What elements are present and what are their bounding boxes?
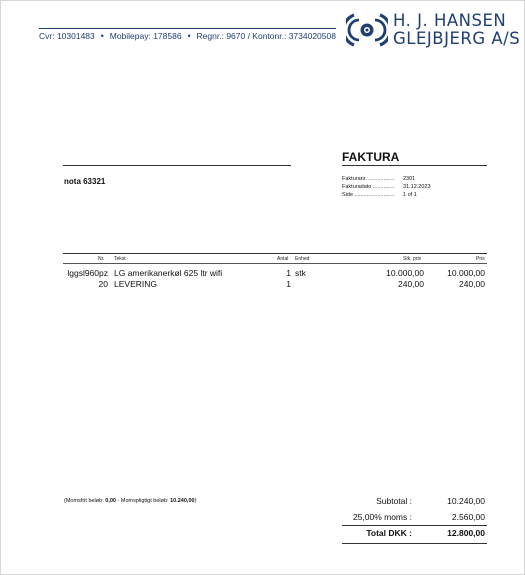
- table-header-bottom-rule: [63, 263, 487, 264]
- vat-breakdown-note: [64, 498, 196, 504]
- recipient-divider: [63, 165, 291, 166]
- row1-enhed: stk: [295, 268, 306, 278]
- company-logo: [346, 11, 521, 48]
- total-value: 12.800,00: [447, 528, 485, 538]
- company-name: [393, 12, 520, 48]
- company-info-bar: [39, 28, 336, 41]
- momsfrit-label: (Momsfrit beløb:: [64, 498, 106, 504]
- totals-divider: [342, 525, 487, 526]
- column-header-tekst: Tekst: [114, 256, 126, 262]
- row1-tekst: LG amerikanerkøl 625 ltr wifi: [114, 268, 223, 278]
- row1-nr: lggsl960pz: [67, 268, 108, 278]
- document-title: FAKTURA: [342, 150, 400, 164]
- row2-stk-pris: 240,00: [398, 279, 424, 289]
- title-divider: [342, 165, 487, 166]
- vat-value: 2.560,00: [451, 512, 485, 522]
- bank-account: Regnr.: 9670 / Kontonr.: 3734020508: [196, 31, 336, 41]
- momspligtigt-value: 10.240,00: [170, 498, 195, 504]
- subtotal-value: 10.240,00: [447, 496, 485, 506]
- column-header-pris: Pris: [476, 256, 485, 262]
- column-header-antal: Antal: [277, 256, 289, 262]
- row1-stk-pris: 10.000,00: [386, 268, 424, 278]
- subtotal-label: Subtotal :: [376, 496, 412, 506]
- invoice-meta: [342, 175, 431, 199]
- momspligtigt-label: - Momspligtigt beløb:: [115, 498, 171, 504]
- vat-label: 25,00% moms :: [352, 512, 412, 522]
- meta-label: Side ..........................: [342, 192, 395, 198]
- meta-value: 2301: [403, 176, 416, 182]
- meta-value: 1 of 1: [403, 192, 417, 198]
- note-close: ): [194, 498, 197, 504]
- meta-label: Fakturanr. .................: [342, 176, 395, 182]
- company-name-line1: H. J. HANSEN: [393, 11, 507, 30]
- meta-value: 31.12.2023: [403, 184, 431, 190]
- nota-number: nota 63321: [64, 177, 106, 186]
- meta-row-invoice-number: [342, 175, 431, 183]
- column-header-enhed: Enhed: [295, 256, 310, 262]
- momsfrit-value: 0,00: [105, 498, 116, 504]
- row2-pris: 240,00: [459, 279, 485, 289]
- column-header-stk-pris: Stk. pris: [403, 256, 422, 262]
- logo-mark-icon: [346, 12, 388, 48]
- company-name-line2: GLEJBJERG A/S: [393, 29, 521, 48]
- separator-dot: •: [187, 31, 191, 41]
- row2-antal: 1: [286, 279, 291, 289]
- row1-antal: 1: [286, 268, 291, 278]
- mobilepay-number: Mobilepay: 178586: [109, 31, 182, 41]
- table-header-top-rule: [63, 253, 487, 254]
- column-header-nr: Nr.: [98, 256, 105, 262]
- cvr-number: Cvr: 10301483: [39, 31, 95, 41]
- separator-dot: •: [100, 31, 104, 41]
- row2-tekst: LEVERING: [114, 279, 157, 289]
- meta-label: Fakturadato ..............: [342, 184, 395, 190]
- row1-pris: 10.000,00: [447, 268, 485, 278]
- total-underline: [342, 543, 487, 544]
- total-label: Total DKK :: [366, 528, 412, 538]
- meta-row-page: [342, 191, 431, 199]
- meta-row-invoice-date: [342, 183, 431, 191]
- row2-nr: 20: [98, 279, 108, 289]
